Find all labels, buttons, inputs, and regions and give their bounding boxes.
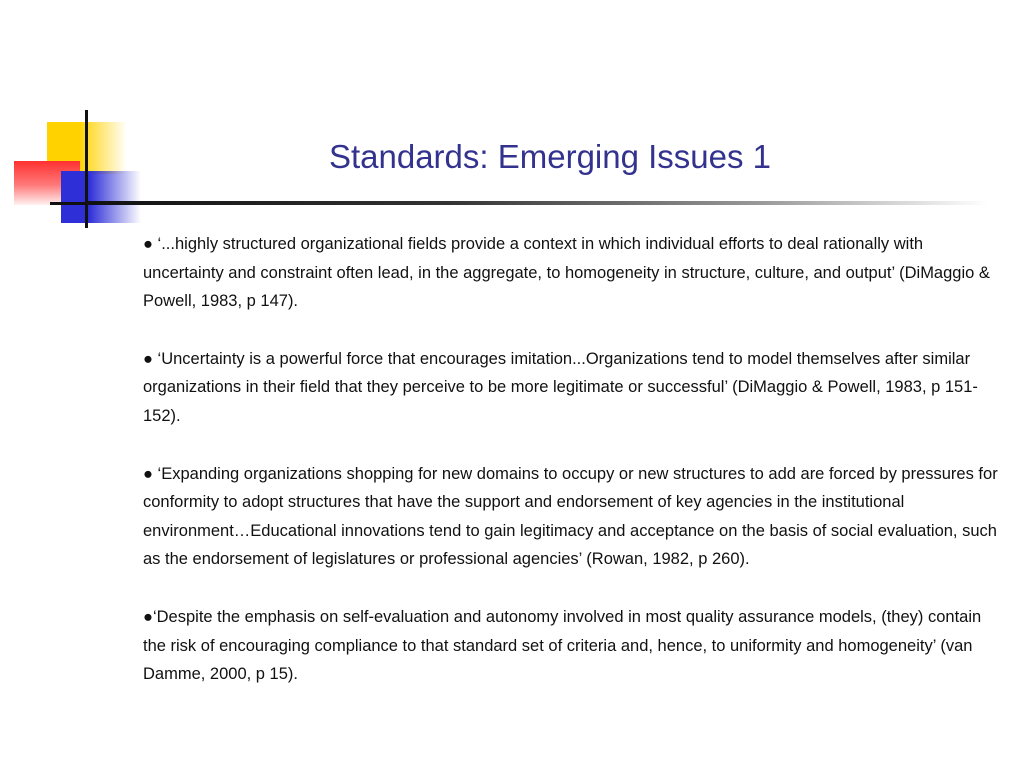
- bullet-marker: ●: [143, 235, 153, 253]
- bullet-text: ‘Expanding organizations shopping for new domains to occupy or new structures to add are forced by pressures for conformity to adopt structures that have the support and endorsement of key agencies in the institutional environment…Educational innovations tend to gain legitimacy and acceptance on the basis of social evaluation, such as the endorsement of legislatures or professional agencies’ (Rowan, 1982, p 260).: [143, 464, 998, 569]
- bullet-marker: ●: [143, 607, 153, 626]
- slide-title: Standards: Emerging Issues 1: [328, 138, 772, 175]
- bullet-paragraph-2: [143, 345, 1003, 431]
- horizontal-line-decoration: [50, 202, 90, 205]
- bullet-paragraph-3: [143, 460, 1003, 574]
- slide-body: [143, 230, 1003, 718]
- bullet-text: ‘Uncertainty is a powerful force that encourages imitation...Organizations tend to model themselves after similar organizations in their field that they perceive to be more legitimate or successful’ (DiMaggio & Powell, 1983, p 151-152).: [143, 349, 978, 425]
- bullet-text: ‘Despite the emphasis on self-evaluation and autonomy involved in most quality assurance models, (they) contain the risk of encouraging compliance to that standard set of criteria and, hence, to uniformity and homogeneity’ (van Damme, 2000, p 15).: [143, 607, 982, 684]
- blue-square-decoration: [61, 171, 141, 223]
- bullet-paragraph-1: [143, 230, 1003, 316]
- bullet-marker: ●: [143, 349, 153, 368]
- bullet-text: ‘...highly structured organizational fields provide a context in which individual efforts to deal rationally with uncertainty and constraint often lead, in the aggregate, to homogeneity in structure, culture, and output’ (DiMaggio & Powell, 1983, p 147).: [143, 235, 990, 311]
- bullet-marker: ●: [143, 464, 153, 483]
- vertical-line-decoration: [85, 110, 88, 228]
- bullet-paragraph-4: [143, 603, 1003, 689]
- title-underline-rule: [88, 201, 988, 205]
